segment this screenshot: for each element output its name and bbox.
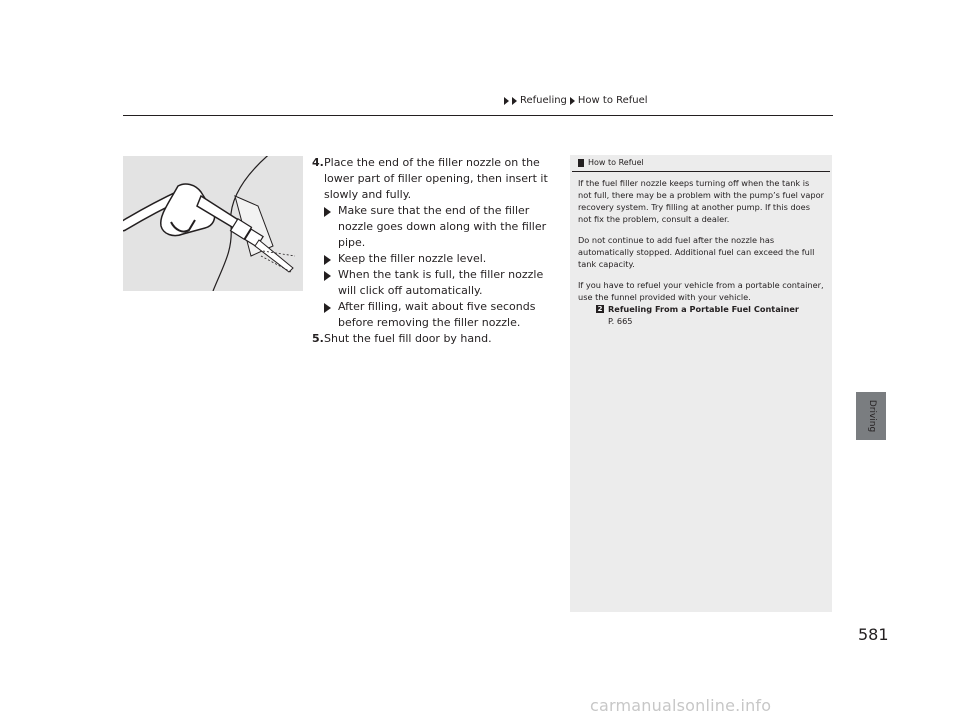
- step-number: 5.: [312, 332, 324, 345]
- breadcrumb-section[interactable]: Refueling: [520, 95, 567, 106]
- breadcrumb-topic[interactable]: How to Refuel: [577, 95, 648, 106]
- side-note: [570, 155, 832, 612]
- note-paragraph: Do not continue to add fuel after the nozzle has automatically stopped. Additional fuel can exceed the full tank capacity.: [578, 235, 815, 269]
- substep: [324, 251, 562, 267]
- breadcrumb: [504, 95, 648, 106]
- note-title: How to Refuel: [588, 158, 644, 167]
- header-rule: [123, 115, 833, 116]
- substep: [324, 299, 562, 331]
- step-text: Place the end of the filler nozzle on the lower part of filler opening, then insert it slowly and fully.: [324, 156, 548, 201]
- page-number: 581: [858, 625, 889, 644]
- watermark: carmanualsonline.info: [590, 696, 772, 715]
- breadcrumb-arrow-icon: [570, 97, 575, 105]
- note-flag-icon: [578, 159, 584, 167]
- step-number: 4.: [312, 156, 324, 169]
- note-paragraph: If you have to refuel your vehicle from a portable container, use the funnel provided with your vehicle.: [578, 280, 824, 302]
- note-header: [572, 155, 830, 172]
- breadcrumb-arrow-icon: [512, 97, 517, 105]
- breadcrumb-arrow-icon: [504, 97, 509, 105]
- substep-text: When the tank is full, the filler nozzle will click off automatically.: [338, 268, 544, 297]
- step-text: Shut the fuel fill door by hand.: [324, 332, 492, 345]
- substep-text: After filling, wait about five seconds before removing the filler nozzle.: [338, 300, 536, 329]
- cross-reference-label[interactable]: Refueling From a Portable Fuel Container: [608, 304, 799, 314]
- note-paragraph: If the fuel filler nozzle keeps turning off when the tank is not full, there may be a problem with the pump’s fuel vapor recovery system. Try filling at another pump. If this does not fix the problem, consult a dealer.: [578, 178, 824, 224]
- step-4: [312, 155, 562, 203]
- note-body: [570, 172, 832, 341]
- substep-text: Make sure that the end of the filler nozzle goes down along with the filler pipe.: [338, 204, 547, 249]
- substep: [324, 267, 562, 299]
- procedure-steps: [312, 155, 562, 347]
- arrow-icon: [324, 251, 338, 267]
- step-5: [312, 331, 562, 347]
- cross-reference-page[interactable]: P. 665: [608, 316, 633, 326]
- substep: [324, 203, 562, 251]
- fuel-nozzle-illustration: [123, 156, 303, 291]
- fuel-nozzle-drawing: [123, 156, 303, 291]
- chapter-tab-label: Driving: [867, 399, 877, 433]
- substep-text: Keep the filler nozzle level.: [338, 252, 487, 265]
- arrow-icon: [324, 203, 338, 251]
- arrow-icon: [324, 267, 338, 299]
- arrow-icon: [324, 299, 338, 331]
- cross-reference-icon: 2: [597, 305, 603, 313]
- cross-reference-link[interactable]: [578, 303, 824, 315]
